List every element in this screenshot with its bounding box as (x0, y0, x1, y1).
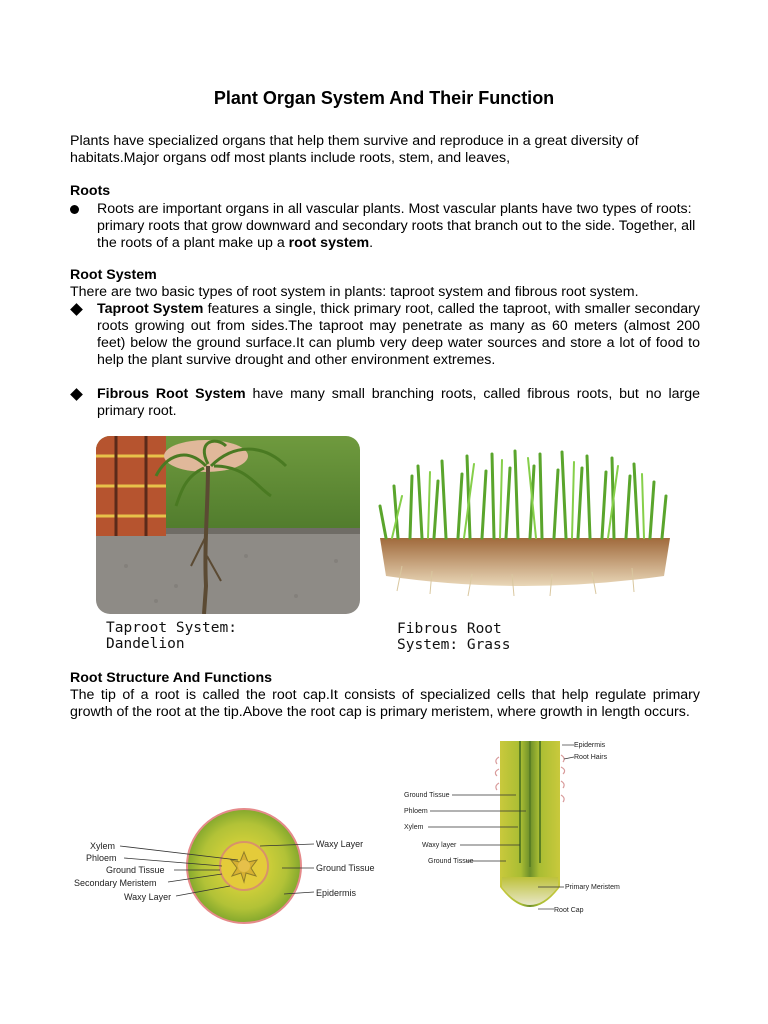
fibrous-bullet (70, 386, 700, 420)
phloem-label: Phloem (86, 853, 117, 863)
root-longitudinal-diagram (398, 737, 638, 919)
long-ground-tissue-2-label: Ground Tissue (428, 858, 474, 865)
long-xylem-label: Xylem (404, 824, 424, 831)
epidermis-label: Epidermis (316, 888, 357, 898)
taproot-caption-line-2: Dandelion (106, 636, 185, 652)
taproot-dandelion-photo (96, 436, 360, 614)
taproot-bullet (70, 301, 700, 369)
ground-tissue-right-label: Ground Tissue (316, 863, 375, 873)
bullet-dot-icon (70, 201, 88, 219)
root-structure-heading: Root Structure And Functions (70, 670, 273, 686)
long-primary-meristem-label: Primary Meristem (565, 884, 620, 891)
fibrous-bullet-text: Fibrous Root System have many small branching roots, called fibrous roots, but no large primary root. (97, 386, 700, 419)
diamond-bullet-icon (70, 301, 88, 319)
xylem-label: Xylem (90, 841, 116, 851)
long-waxy-layer-label: Waxy layer (422, 842, 457, 849)
waxy-layer-left-label: Waxy Layer (124, 892, 172, 902)
taproot-caption (106, 620, 237, 652)
roots-bullet-text: Roots are important organs in all vascular plants. Most vascular plants have two types of roots: primary roots that grow downward and secondary roots that branch out to the side. Together, all the roots of a plant make up a root system. (97, 201, 696, 251)
intro-paragraph: Plants have specialized organs that help them survive and reproduce in a great diversity of habitats.Major organs odf most plants include roots, stem, and leaves, (70, 133, 639, 166)
fibrous-grass-photo (372, 446, 678, 598)
taproot-bullet-text: Taproot System features a single, thick primary root, called the taproot, with smaller secondary roots growing out from sides.The taproot may penetrate as many as 60 meters (almost 200 feet) below the ground surface.It can plumb very deep water sources and store a lot of food to help the plant survive drought and other environment extremes. (97, 301, 700, 368)
long-epidermis-label: Epidermis (574, 742, 606, 749)
fibrous-caption (397, 621, 511, 653)
diamond-bullet-icon (70, 386, 88, 404)
root-system-intro: There are two basic types of root system in plants: taproot system and fibrous root system. (70, 284, 639, 300)
long-root-cap-label: Root Cap (554, 907, 584, 914)
taproot-caption-line-1: Taproot System: (106, 620, 237, 636)
roots-bullet (70, 201, 700, 252)
waxy-layer-right-label: Waxy Layer (316, 839, 364, 849)
roots-heading: Roots (70, 183, 111, 199)
fibrous-caption-line-2: System: Grass (397, 637, 511, 653)
root-system-heading: Root System (70, 267, 157, 283)
long-root-hairs-label: Root Hairs (574, 754, 608, 761)
ground-tissue-left-label: Ground Tissue (106, 865, 165, 875)
root-structure-text: The tip of a root is called the root cap.It consists of specialized cells that help regulate primary growth of the root at the tip.Above the root cap is primary meristem, where growth in length occurs. (70, 687, 700, 720)
root-cross-section-diagram (70, 806, 386, 926)
secondary-meristem-label: Secondary Meristem (74, 878, 157, 888)
page-title: Plant Organ System And Their Function (213, 88, 555, 108)
long-ground-tissue-label: Ground Tissue (404, 792, 450, 799)
fibrous-caption-line-1: Fibrous Root (397, 621, 502, 637)
long-phloem-label: Phloem (404, 808, 428, 815)
